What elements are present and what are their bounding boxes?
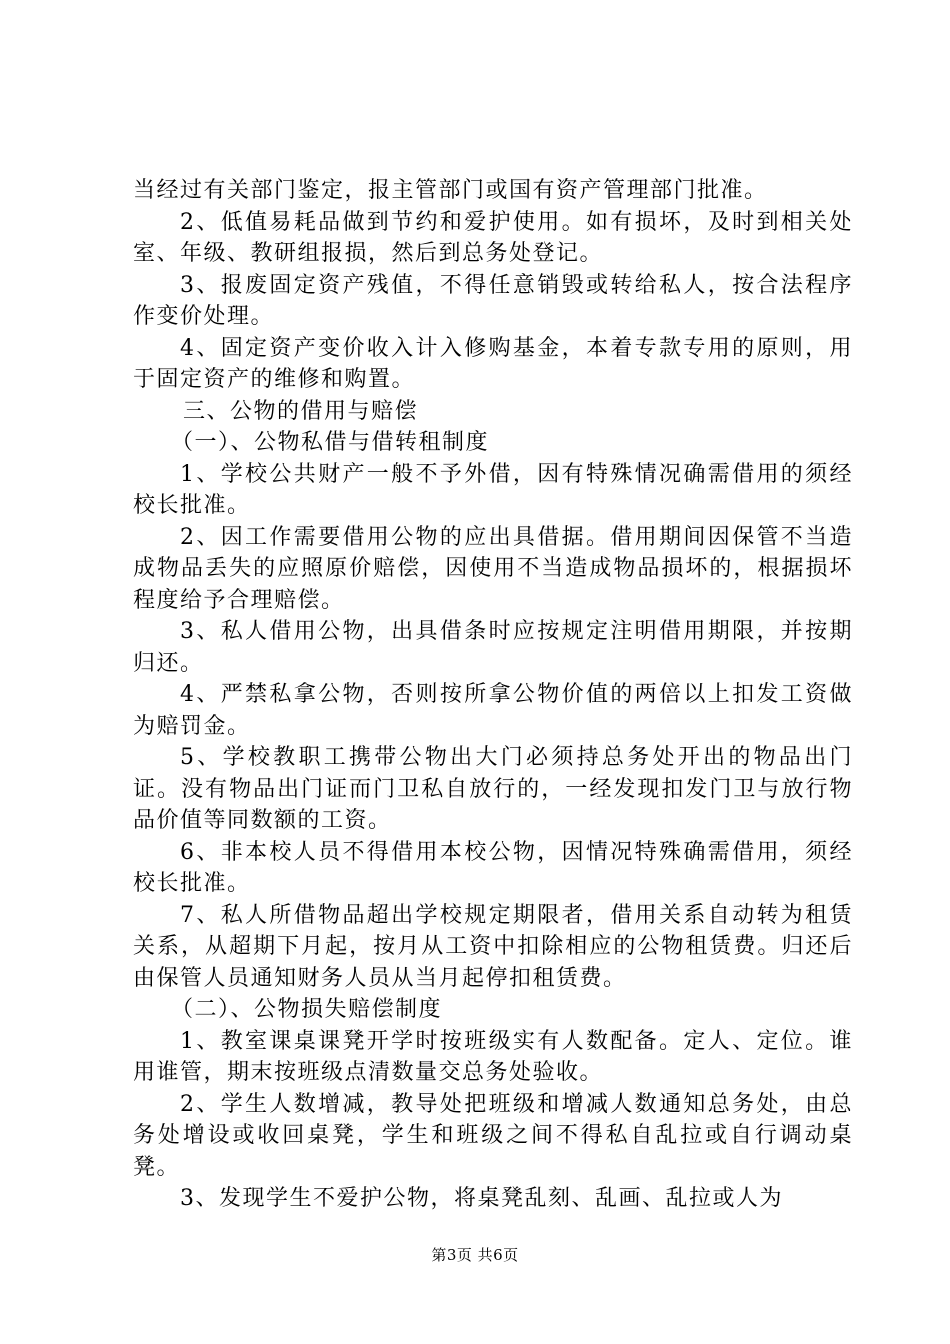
paragraph: 1、学校公共财产一般不予外借，因有特殊情况确需借用的须经校长批准。 <box>133 461 853 518</box>
page-footer <box>0 1244 950 1265</box>
paragraph: 4、固定资产变价收入计入修购基金，本着专款专用的原则，用于固定资产的维修和购置。 <box>133 335 853 392</box>
section-heading: 三、公物的借用与赔偿 <box>183 398 419 424</box>
paragraph: 2、因工作需要借用公物的应出具借据。借用期间因保管不当造成物品丢失的应照原价赔偿，因使用不当造成物品损坏的，根据损坏程度给予合理赔偿。 <box>133 524 853 613</box>
page-number: 第3页 共6页 <box>431 1246 519 1264</box>
paragraph: 2、学生人数增减，教导处把班级和增减人数通知总务处，由总务处增设或收回桌凳，学生和班级之间不得私自乱拉或自行调动桌凳。 <box>133 1091 853 1180</box>
paragraph: 4、严禁私拿公物，否则按所拿公物价值的两倍以上扣发工资做为赔罚金。 <box>133 682 853 739</box>
paragraph: 6、非本校人员不得借用本校公物，因情况特殊确需借用，须经校长批准。 <box>133 839 853 896</box>
paragraph: 3、私人借用公物，出具借条时应按规定注明借用期限，并按期归还。 <box>133 619 853 676</box>
paragraph: 2、低值易耗品做到节约和爱护使用。如有损坏，及时到相关处室、年级、教研组报损，然后到总务处登记。 <box>133 209 853 266</box>
paragraph: 3、报废固定资产残值，不得任意销毁或转给私人，按合法程序作变价处理。 <box>133 272 853 329</box>
paragraph: 当经过有关部门鉴定，报主管部门或国有资产管理部门批准。 <box>133 178 768 203</box>
subsection-heading: （二）、公物损失赔偿制度 <box>171 997 443 1022</box>
document-body <box>133 175 853 1215</box>
paragraph: 3、发现学生不爱护公物，将桌凳乱刻、乱画、乱拉或人为 <box>180 1186 783 1211</box>
paragraph: 5、学校教职工携带公物出大门必须持总务处开出的物品出门证。没有物品出门证而门卫私自放行的，一经发现扣发门卫与放行物品价值等同数额的工资。 <box>133 745 853 833</box>
paragraph: 1、教室课桌课凳开学时按班级实有人数配备。定人、定位。谁用谁管，期末按班级点清数量交总务处验收。 <box>133 1028 853 1085</box>
subsection-heading: （一）、公物私借与借转租制度 <box>171 430 490 455</box>
paragraph: 7、私人所借物品超出学校规定期限者，借用关系自动转为租赁关系，从超期下月起，按月从工资中扣除相应的公物租赁费。归还后由保管人员通知财务人员从当月起停扣租赁费。 <box>133 902 853 991</box>
